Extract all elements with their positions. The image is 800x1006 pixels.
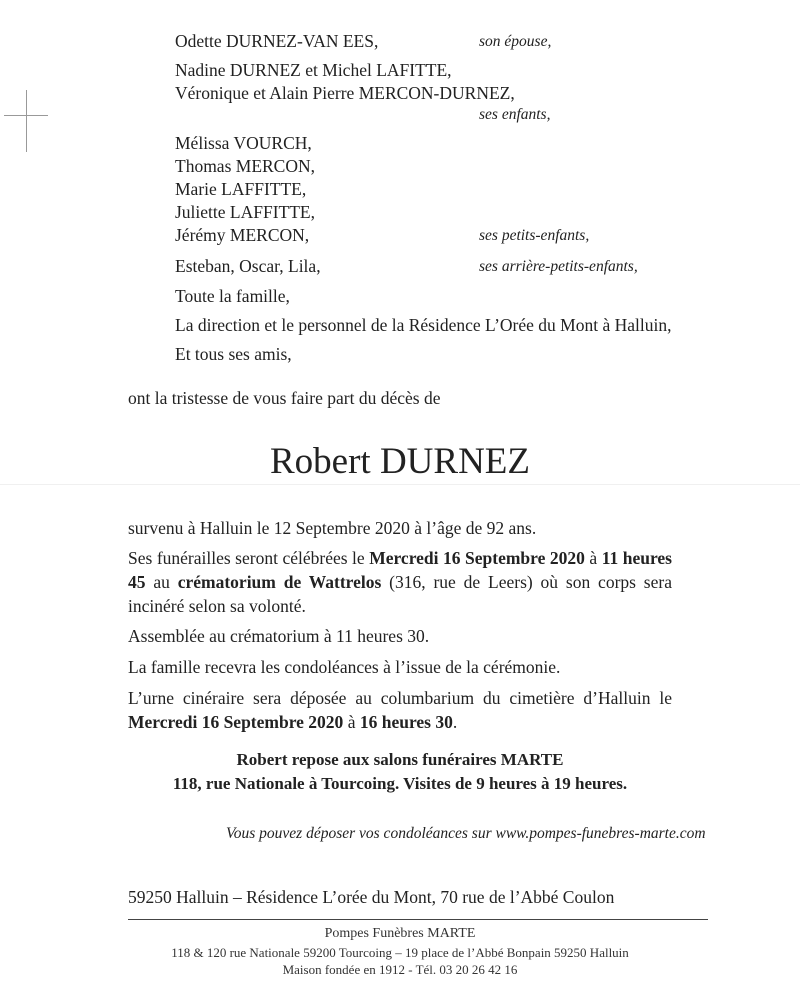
funeral-time: 11 heures 45 [128,548,672,592]
friends-line: Et tous ses amis, [175,344,292,364]
urn-text: L’urne cinéraire sera déposée au columbarium du cimetière d’Halluin le [128,688,672,708]
announcement-line: ont la tristesse de vous faire part du décès de [128,388,441,408]
rest-line-2: 118, rue Nationale à Tourcoing. Visites de 9 heures à 19 heures. [172,774,628,793]
grandchild-line: Marie LAFFITTE, [175,179,307,199]
whole-family-line: Toute la famille, [175,286,290,306]
grandchild-line: Mélissa VOURCH, [175,133,312,153]
footer-divider [128,919,708,920]
funeral-text: Ses funérailles seront célébrées le [128,548,370,568]
great-grandchildren-line: Esteban, Oscar, Lila, [175,256,321,276]
great-grandchildren-role: ses arrière-petits-enfants, [479,258,638,275]
footer-addresses: 118 & 120 rue Nationale 59200 Tourcoing – 19 place de l’Abbé Bonpain 59250 Halluin [171,945,629,960]
child-line: Nadine DURNEZ et Michel LAFITTE, [175,60,452,80]
urn-text: . [452,712,458,732]
assembly-text: Assemblée au crématorium à 11 heures 30. [128,626,430,646]
footer-founded: Maison fondée en 1912 - Tél. 03 20 26 42 16 [282,962,518,977]
condolences-paragraph [128,655,672,679]
assembly-paragraph [128,624,672,648]
grandchildren-role: ses petits-enfants, [479,227,590,244]
funeral-text: (316, rue de Leers) où son corps sera incinéré selon sa volonté. [128,572,672,616]
deceased-name: Robert DURNEZ [270,441,530,482]
urn-paragraph [128,686,672,734]
cross-icon-bar [4,115,48,116]
death-paragraph [128,516,672,540]
condolences-text: La famille recevra les condoléances à l’issue de la cérémonie. [128,657,561,677]
cross-icon [26,90,27,152]
funeral-text: à [584,548,602,568]
grandchild-line: Juliette LAFFITTE, [175,202,315,222]
grandchild-line: Jérémy MERCON, [175,225,310,245]
grandchild-line: Thomas MERCON, [175,156,315,176]
urn-date: Mercredi 16 Septembre 2020 [128,712,344,732]
spouse-name: Odette DURNEZ-VAN EES, [175,31,379,51]
children-role: ses enfants, [479,106,551,123]
death-text: survenu à Halluin le 12 Septembre 2020 à l’âge de 92 ans. [128,518,537,538]
address-line: 59250 Halluin – Résidence L’orée du Mont, 70 rue de l’Abbé Coulon [128,887,615,907]
online-condolences: Vous pouvez déposer vos condoléances sur www.pompes-funebres-marte.com [226,825,706,842]
funeral-date: Mercredi 16 Septembre 2020 [369,548,585,568]
page-fold-line [0,484,800,485]
funeral-text: au [145,572,178,592]
rest-line-1: Robert repose aux salons funéraires MARTE [236,750,564,769]
urn-time: 16 heures 30 [359,712,453,732]
urn-text: à [343,712,360,732]
spouse-role: son épouse, [479,33,552,50]
footer-company: Pompes Funèbres MARTE [324,926,476,941]
residence-staff-line: La direction et le personnel de la Résidence L’Orée du Mont à Halluin, [175,315,672,335]
child-line: Véronique et Alain Pierre MERCON-DURNEZ, [175,83,515,103]
crematorium-name: crématorium de Wattrelos [177,572,382,592]
funeral-paragraph [128,546,672,618]
